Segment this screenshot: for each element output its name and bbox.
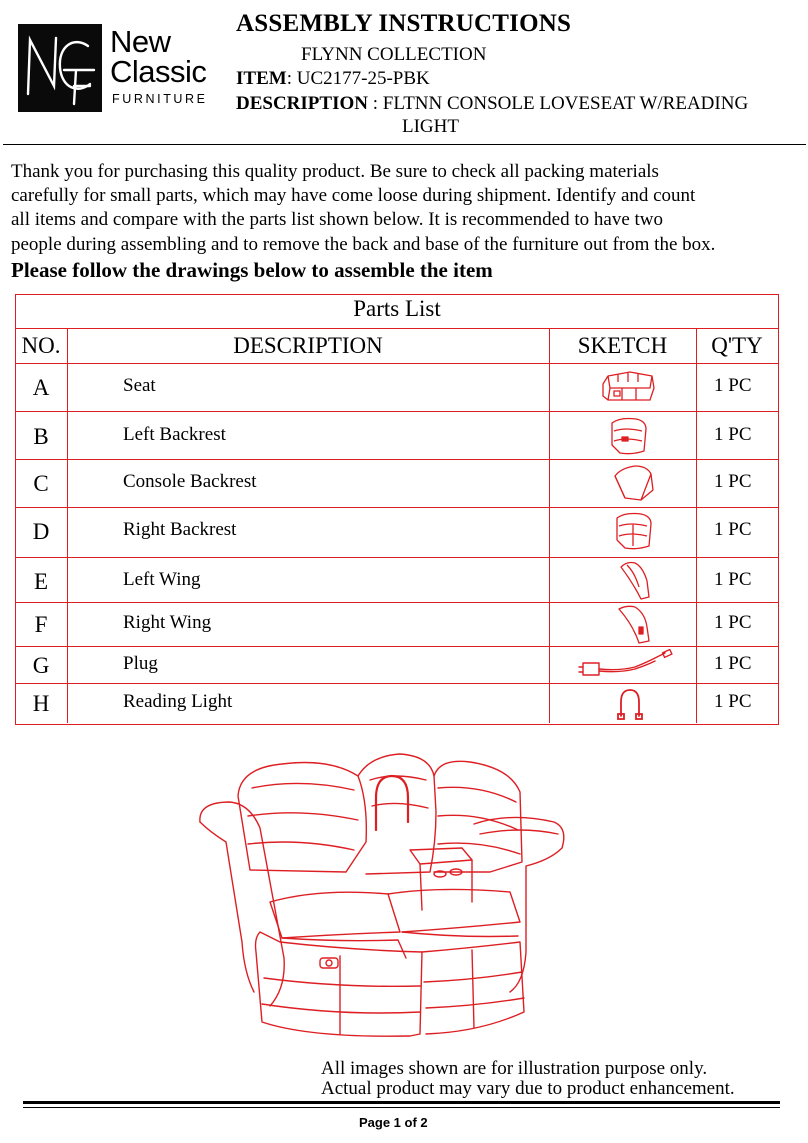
part-description: Right Wing: [123, 612, 212, 633]
description-value: : FLTNN CONSOLE LOVESEAT W/READING: [367, 93, 749, 114]
col-header-description: DESCRIPTION: [233, 333, 383, 358]
brand-logo: [18, 24, 220, 112]
part-qty: 1 PC: [714, 519, 752, 540]
table-divider: [15, 411, 779, 412]
seat-sketch-icon: [600, 368, 656, 404]
description-value-line2: LIGHT: [402, 116, 459, 137]
intro-line: people during assembling and to remove the back and base of the furniture out from the box.: [11, 233, 716, 255]
part-qty: 1 PC: [714, 612, 752, 633]
col-header-qty: Q'TY: [711, 333, 763, 358]
right-backrest-sketch-icon: [611, 510, 657, 552]
table-divider: [15, 602, 779, 603]
part-description: Reading Light: [123, 691, 233, 712]
part-no: E: [33, 569, 49, 594]
part-no: G: [32, 653, 50, 678]
table-divider: [15, 363, 779, 364]
disclaimer-line: Actual product may vary due to product enhancement.: [321, 1078, 735, 1099]
intro-paragraph: [11, 160, 806, 257]
logo-monogram-box: [18, 24, 102, 112]
description-label: DESCRIPTION: [236, 93, 368, 114]
footer-rule-thin: [23, 1107, 780, 1108]
footer-rule-thick: [23, 1101, 780, 1104]
part-description: Seat: [123, 375, 156, 396]
part-description: Plug: [123, 653, 158, 674]
part-no: B: [33, 424, 49, 449]
table-col-divider: [696, 328, 697, 723]
part-description: Left Backrest: [123, 424, 226, 445]
parts-list-title: Parts List: [353, 296, 441, 321]
header-divider: [3, 144, 806, 145]
item-value: : UC2177-25-PBK: [286, 68, 430, 89]
intro-line: all items and compare with the parts list shown below. It is recommended to have two: [11, 209, 664, 231]
intro-line: carefully for small parts, which may have come loose during shipment. Identify and count: [11, 185, 696, 207]
reading-light-sketch-icon: [613, 686, 647, 722]
part-qty: 1 PC: [714, 653, 752, 674]
part-description: Left Wing: [123, 569, 201, 590]
disclaimer-line: All images shown are for illustration purpose only.: [321, 1058, 708, 1079]
part-qty: 1 PC: [714, 424, 752, 445]
part-no: D: [32, 519, 50, 544]
part-qty: 1 PC: [714, 375, 752, 396]
part-description: Console Backrest: [123, 471, 257, 492]
part-no: A: [32, 375, 50, 400]
part-no: H: [32, 691, 50, 716]
table-divider: [15, 683, 779, 684]
item-label: ITEM: [236, 68, 287, 89]
logo-text-classic: Classic: [110, 54, 207, 89]
table-divider: [15, 646, 779, 647]
description-line: [236, 93, 748, 115]
table-col-divider: [549, 328, 550, 723]
ncf-monogram-icon: [18, 24, 102, 112]
part-no: C: [33, 471, 49, 496]
page-title: ASSEMBLY INSTRUCTIONS: [236, 10, 572, 37]
collection-name: FLYNN COLLECTION: [301, 44, 487, 65]
part-qty: 1 PC: [714, 691, 752, 712]
left-backrest-sketch-icon: [606, 415, 652, 457]
right-wing-sketch-icon: [613, 603, 655, 645]
table-col-divider: [67, 328, 68, 723]
part-description: Right Backrest: [123, 519, 237, 540]
part-qty: 1 PC: [714, 569, 752, 590]
plug-sketch-icon: [575, 649, 679, 683]
part-qty: 1 PC: [714, 471, 752, 492]
parts-list-table: [15, 294, 779, 725]
item-line: [236, 68, 430, 90]
logo-text-furniture: FURNITURE: [112, 92, 208, 106]
console-backrest-sketch-icon: [611, 462, 657, 504]
table-divider: [15, 507, 779, 508]
loveseat-illustration: [190, 742, 590, 1062]
logo-text-new: New: [110, 24, 171, 59]
part-no: F: [34, 612, 48, 637]
disclaimer: [321, 1059, 735, 1099]
page-number: Page 1 of 2: [359, 1115, 428, 1130]
col-header-no: NO.: [21, 333, 61, 358]
table-divider: [15, 557, 779, 558]
intro-line: Thank you for purchasing this quality product. Be sure to check all packing materials: [11, 161, 659, 182]
table-divider: [15, 328, 779, 329]
left-wing-sketch-icon: [615, 559, 655, 601]
instruction-heading: Please follow the drawings below to assemble the item: [11, 258, 493, 282]
table-divider: [15, 459, 779, 460]
col-header-sketch: SKETCH: [577, 333, 668, 358]
